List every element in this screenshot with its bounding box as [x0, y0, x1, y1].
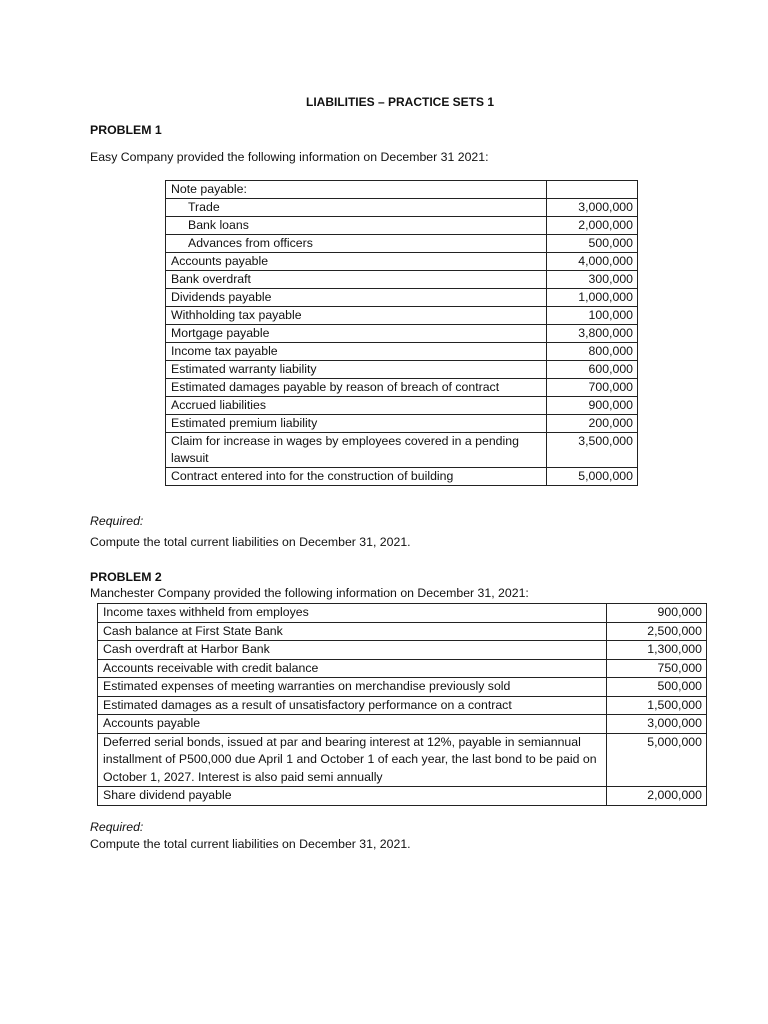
- problem2-intro: Manchester Company provided the following information on December 31, 2021:: [90, 586, 529, 600]
- table-row: [166, 361, 638, 379]
- row-label: Mortgage payable: [166, 325, 547, 343]
- row-label: Deferred serial bonds, issued at par and bearing interest at 12%, payable in semiannual installment of P500,000 due April 1 and October 1 of each year, the last bond to be paid on October 1, 2027. Interest is also paid semi annually: [98, 733, 607, 787]
- table-row: [166, 253, 638, 271]
- row-value: 600,000: [547, 361, 638, 379]
- row-label: Estimated damages payable by reason of breach of contract: [166, 379, 547, 397]
- row-value: 1,300,000: [607, 641, 707, 660]
- row-label: Bank overdraft: [166, 271, 547, 289]
- problem1-heading: PROBLEM 1: [90, 123, 162, 137]
- table-row: [166, 343, 638, 361]
- row-label: Bank loans: [166, 217, 547, 235]
- table-row: [98, 604, 707, 623]
- table-row: [166, 379, 638, 397]
- problem1-required-text: Compute the total current liabilities on December 31, 2021.: [90, 535, 411, 549]
- problem2-required-label: Required:: [90, 820, 144, 834]
- row-label: Accounts receivable with credit balance: [98, 659, 607, 678]
- row-value: 200,000: [547, 415, 638, 433]
- row-value: 900,000: [607, 604, 707, 623]
- table-row: [166, 289, 638, 307]
- document-title: LIABILITIES – PRACTICE SETS 1: [305, 95, 495, 109]
- row-label: Share dividend payable: [98, 787, 607, 806]
- row-label: Estimated warranty liability: [166, 361, 547, 379]
- row-value: 1,500,000: [607, 696, 707, 715]
- row-value: 800,000: [547, 343, 638, 361]
- table-row: [166, 468, 638, 486]
- table-row: [98, 622, 707, 641]
- table-row: [98, 696, 707, 715]
- table-row: [166, 235, 638, 253]
- table-row: [166, 415, 638, 433]
- row-value: 900,000: [547, 397, 638, 415]
- row-value: 4,000,000: [547, 253, 638, 271]
- row-label: Withholding tax payable: [166, 307, 547, 325]
- row-label: Estimated damages as a result of unsatisfactory performance on a contract: [98, 696, 607, 715]
- table-row: [98, 659, 707, 678]
- row-label: Trade: [166, 199, 547, 217]
- problem1-required-label: Required:: [90, 514, 144, 528]
- table-row: [98, 641, 707, 660]
- row-value: 5,000,000: [547, 468, 638, 486]
- row-value: 700,000: [547, 379, 638, 397]
- row-label: Dividends payable: [166, 289, 547, 307]
- row-value: 750,000: [607, 659, 707, 678]
- problem2-required-text: Compute the total current liabilities on December 31, 2021.: [90, 837, 411, 851]
- row-label: Income tax payable: [166, 343, 547, 361]
- table-row: [98, 715, 707, 734]
- row-value: 2,000,000: [607, 787, 707, 806]
- problem2-table: [97, 603, 707, 806]
- row-label: Income taxes withheld from employes: [98, 604, 607, 623]
- row-label: Claim for increase in wages by employees covered in a pending lawsuit: [166, 433, 547, 468]
- row-value: 500,000: [607, 678, 707, 697]
- row-value: 2,000,000: [547, 217, 638, 235]
- row-value: 300,000: [547, 271, 638, 289]
- row-label: Accrued liabilities: [166, 397, 547, 415]
- row-value: 100,000: [547, 307, 638, 325]
- row-value: [547, 181, 638, 199]
- table-row: [98, 787, 707, 806]
- row-value: 1,000,000: [547, 289, 638, 307]
- table-row: [166, 397, 638, 415]
- table-row: [166, 307, 638, 325]
- table-row: [166, 433, 638, 468]
- problem1-table: [165, 180, 638, 486]
- row-label: Advances from officers: [166, 235, 547, 253]
- row-label: Cash overdraft at Harbor Bank: [98, 641, 607, 660]
- table-row: [166, 271, 638, 289]
- row-label: Accounts payable: [98, 715, 607, 734]
- table-row: [98, 678, 707, 697]
- row-value: 3,000,000: [547, 199, 638, 217]
- row-label: Cash balance at First State Bank: [98, 622, 607, 641]
- row-value: 3,500,000: [547, 433, 638, 468]
- table-row: [166, 325, 638, 343]
- problem1-intro: Easy Company provided the following information on December 31 2021:: [90, 150, 489, 164]
- row-value: 3,000,000: [607, 715, 707, 734]
- table-row: [166, 181, 638, 199]
- row-value: 5,000,000: [607, 733, 707, 787]
- row-label: Contract entered into for the construction of building: [166, 468, 547, 486]
- row-value: 3,800,000: [547, 325, 638, 343]
- row-label: Note payable:: [166, 181, 547, 199]
- row-value: 2,500,000: [607, 622, 707, 641]
- row-label: Estimated premium liability: [166, 415, 547, 433]
- problem2-heading: PROBLEM 2: [90, 570, 162, 584]
- table-row: [166, 199, 638, 217]
- table-row: [98, 733, 707, 787]
- row-label: Estimated expenses of meeting warranties on merchandise previously sold: [98, 678, 607, 697]
- table-row: [166, 217, 638, 235]
- row-value: 500,000: [547, 235, 638, 253]
- row-label: Accounts payable: [166, 253, 547, 271]
